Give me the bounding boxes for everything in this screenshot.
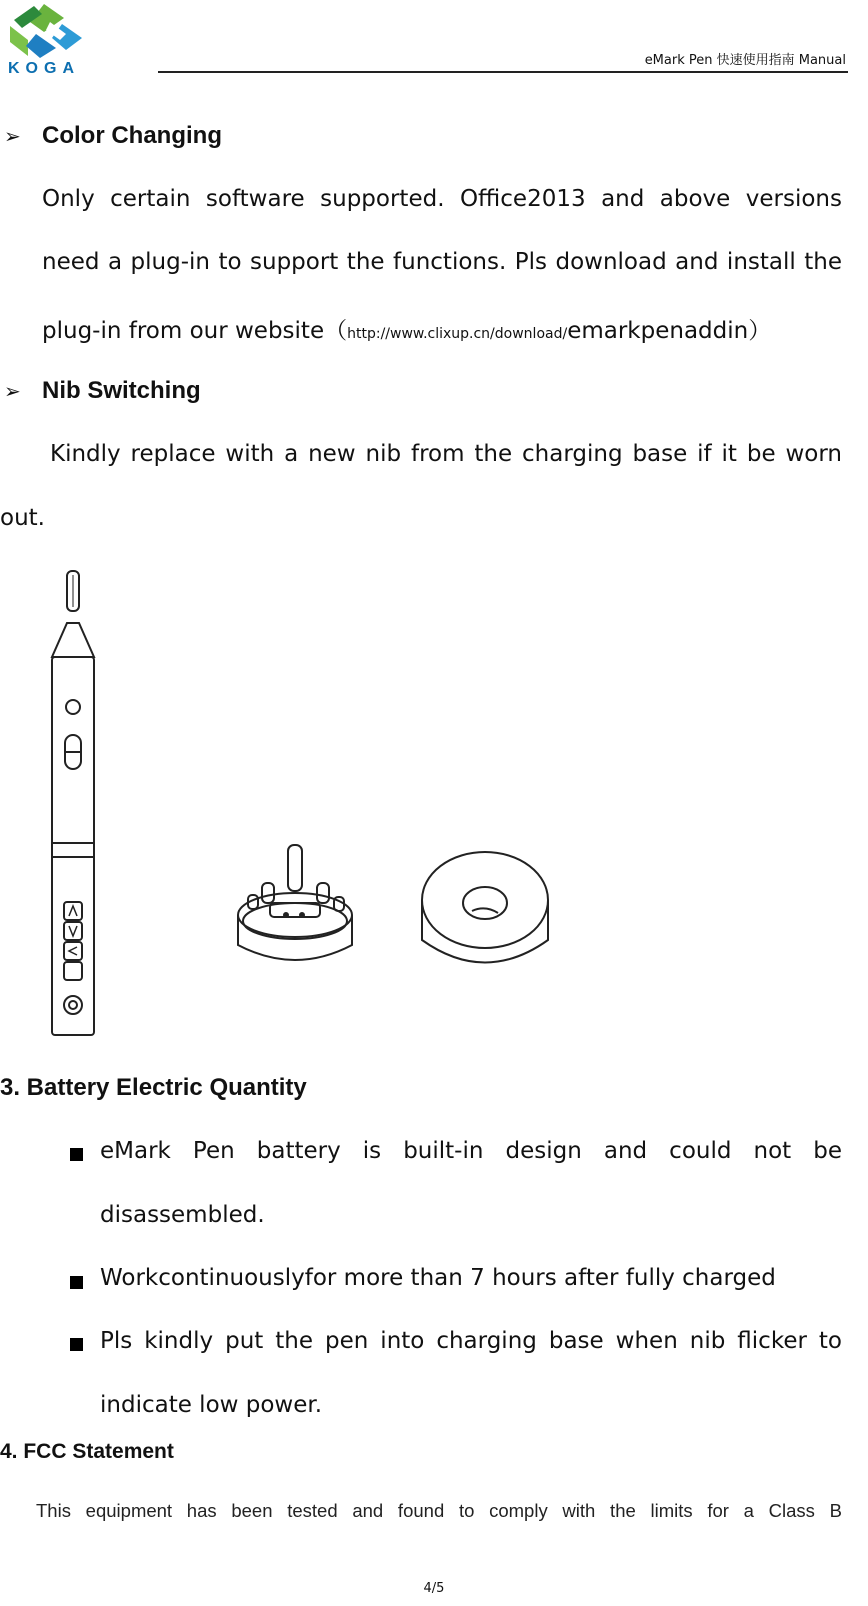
charging-base-cover-illustration — [422, 852, 548, 963]
color-changing-line-3 — [42, 312, 852, 345]
pen-illustration — [52, 571, 94, 1035]
charging-base-illustration — [238, 845, 352, 960]
website-tail: emarkpenaddin） — [567, 318, 772, 344]
arrow-bullet-icon: ➢ — [4, 379, 21, 403]
battery-item-1-line-1: eMark Pen battery is built-in design and could not be — [100, 1138, 842, 1164]
battery-heading: 3. Battery Electric Quantity — [0, 1074, 307, 1101]
header-title: eMark Pen 快速使用指南 Manual — [644, 53, 846, 68]
fcc-heading: 4. FCC Statement — [0, 1440, 174, 1463]
square-bullet-icon — [70, 1276, 83, 1289]
color-changing-line-2: need a plug-in to support the functions. Pls download and install the — [42, 249, 842, 275]
battery-item-3-line-2: indicate low power. — [100, 1392, 323, 1418]
header-rule — [158, 71, 848, 73]
nib-switching-heading: Nib Switching — [42, 377, 201, 404]
battery-item-1-line-2: disassembled. — [100, 1202, 265, 1228]
color-changing-line-1: Only certain software supported. Office2013 and above versions — [42, 186, 842, 212]
battery-item-2-line-1: Workcontinuouslyfor more than 7 hours after fully charged — [100, 1265, 776, 1291]
square-bullet-icon — [70, 1338, 83, 1351]
website-url[interactable]: http://www.clixup.cn/download/ — [347, 326, 568, 342]
page-number: 4/5 — [423, 1581, 445, 1596]
battery-item-3-line-1: Pls kindly put the pen into charging base when nib flicker to — [100, 1328, 842, 1354]
nib-switching-line-1: Kindly replace with a new nib from the charging base if it be worn — [50, 441, 842, 467]
fcc-line-1: This equipment has been tested and found to comply with the limits for a Class B — [36, 1500, 842, 1521]
pen-and-charging-base-illustration — [40, 565, 580, 1045]
brand-wordmark: KOGA — [8, 60, 80, 77]
arrow-bullet-icon: ➢ — [4, 124, 21, 148]
square-bullet-icon — [70, 1148, 83, 1161]
nib-switching-line-2: out. — [0, 505, 45, 531]
color-changing-heading: Color Changing — [42, 122, 222, 149]
website-prefix: plug-in from our website（ — [42, 318, 348, 344]
